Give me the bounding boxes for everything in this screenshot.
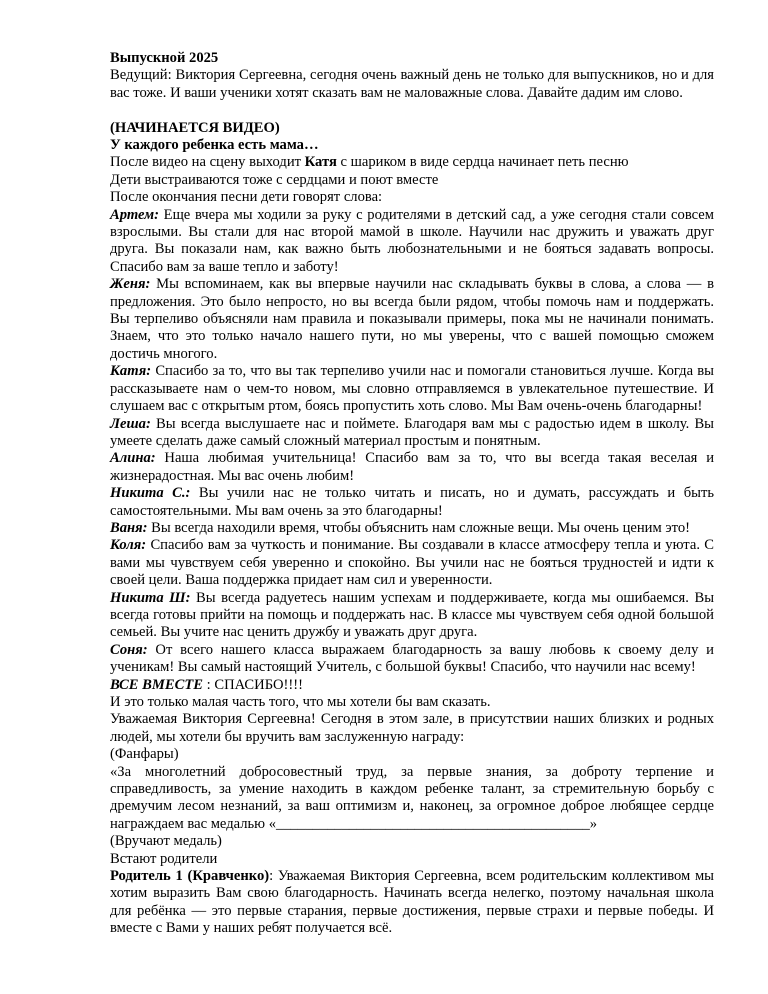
document-page xyxy=(110,50,714,938)
song-heading: У каждого ребенка есть мама… xyxy=(110,137,319,154)
speech-text: Вы учили нас не только читать и писать, но и думать, рассуждать и быть самостоятельными. Мы вам очень за это благодарны! xyxy=(110,485,714,519)
medal-text: «За многолетний добросовестный труд, за первые знания, за доброту терпение и справедливость, за умение находить в каждом ребенке талант, за стремительную борьбу с дремучим лесом незнаний, за ваш оптимизм и, наконец, за огромное доброе любящее сердце награждаем вас медалью «___________________________________________» xyxy=(110,763,714,832)
speech-text: Спасибо за то, что вы так терпеливо учили нас и помогали становиться лучше. Когда вы рассказываете нам о чем-то новом, мы словно отправляемся в увлекательное путешествие. И слушаем вас с открытым ртом, боясь пропустить хоть слово. Мы Вам очень-очень благодарны! xyxy=(110,363,714,415)
speech-nikita-s xyxy=(110,485,714,520)
all-together-label: ВСЕ ВМЕСТЕ xyxy=(110,676,203,693)
speech-zhenya xyxy=(110,276,714,363)
blank-line xyxy=(110,102,714,119)
speech-alina xyxy=(110,450,714,485)
fanfare-line: (Фанфары) xyxy=(110,746,179,763)
speaker-name: Катя: xyxy=(110,363,152,380)
speech-text: Вы всегда радуетесь нашим успехам и поддерживаете, когда мы ошибаемся. Вы всегда готовы прийти на помощь и поддержать нас. В классе мы чувствуем себя одной большой семьей. Вы учите нас ценить дружбу и уважать друг друга. xyxy=(110,589,714,641)
after-video-line xyxy=(110,154,714,171)
speaker-name: Женя: xyxy=(110,276,151,293)
award-intro: Уважаемая Виктория Сергеевна! Сегодня в этом зале, в присутствии наших близких и родных людей, мы хотели бы вручить вам заслуженную награду: xyxy=(110,711,714,745)
speech-text: Вы всегда находили время, чтобы объяснить нам сложные вещи. Мы очень ценим это! xyxy=(147,519,690,536)
speaker-name: Никита С.: xyxy=(110,485,191,502)
speaker-name: Ваня: xyxy=(110,519,148,536)
speech-artem xyxy=(110,207,714,277)
speech-sonya xyxy=(110,642,714,677)
children-line: Дети выстраиваются тоже с сердцами и поют вместе xyxy=(110,171,439,188)
document-title: Выпускной 2025 xyxy=(110,50,219,66)
speaker-name: Никита Ш: xyxy=(110,589,191,606)
speech-text: Наша любимая учительница! Спасибо вам за то, что вы всегда такая веселая и жизнерадостная. Мы вас очень любим! xyxy=(110,450,714,484)
video-heading: (НАЧИНАЕТСЯ ВИДЕО) xyxy=(110,119,280,136)
after-video-pre: После видео на сцену выходит xyxy=(110,154,305,171)
parent1-speech xyxy=(110,868,714,938)
speech-lesha xyxy=(110,416,714,451)
katya-name: Катя xyxy=(304,154,337,171)
speech-nikita-sh xyxy=(110,590,714,642)
speaker-name: Коля: xyxy=(110,537,147,554)
speech-text: От всего нашего класса выражаем благодарность за вашу любовь к своему делу и ученикам! Вы самый настоящий Учитель, с большой буквы! Спасибо, что научили нас всему! xyxy=(110,641,714,676)
speaker-name: Артем: xyxy=(110,206,159,223)
speech-text: Еще вчера мы ходили за руку с родителями в детский сад, а уже сегодня стали совсем взрослыми. Вы стали для нас второй мамой в школе. Научили нас дружить и уважать друг друга. Вы показали нам, как важно быть любознательными и не бояться задавать вопросы. Спасибо вам за ваше тепло и заботу! xyxy=(110,206,714,275)
speech-vanya xyxy=(110,520,714,537)
host-intro: Ведущий: Виктория Сергеевна, сегодня очень важный день не только для выпускников, но и для вас тоже. И ваши ученики хотят сказать вам не маловажные слова. Давайте дадим им слово. xyxy=(110,67,714,101)
all-together-line xyxy=(110,677,714,694)
speech-text: Мы вспоминаем, как вы впервые научили нас складывать буквы в слова, а слова — в предложения. Это было непросто, но вы всегда были рядом, чтобы помочь нам и поддержать. Вы терпеливо объясняли нам правила и показывали примеры, пока мы не начинали понимать. Знаем, что это только начало нашего пути, но мы уверены, что с вашей помощью сможем достичь многого. xyxy=(110,276,714,362)
after-song-line: После окончания песни дети говорят слова: xyxy=(110,189,383,206)
speaker-name: Соня: xyxy=(110,641,148,658)
all-together-text: : СПАСИБО!!!! xyxy=(203,676,303,693)
small-part-line: И это только малая часть того, что мы хотели бы вам сказать. xyxy=(110,694,491,711)
medal-given-line: (Вручают медаль) xyxy=(110,833,222,850)
parent1-name: Родитель 1 (Кравченко) xyxy=(110,868,270,885)
speech-kolya xyxy=(110,537,714,589)
speaker-name: Алина: xyxy=(110,450,156,467)
parent1-text: : Уважаемая Виктория Сергеевна, всем родительским коллективом мы хотим выразить Вам свою благодарность. Начинать всегда нелегко, поэтому начальная школа для ребёнка — это первые старания, первые достижения, первые страхи и первые победы. И вместе с Вами у наших ребят получается всё. xyxy=(110,868,714,937)
speech-katya xyxy=(110,363,714,415)
speech-text: Спасибо вам за чуткость и понимание. Вы создавали в классе атмосферу тепла и уюта. С вами мы чувствуем себя уверенно и спокойно. Вы учили нас не бояться трудностей и идти к своей цели. Ваша поддержка придает нам сил и уверенности. xyxy=(110,537,714,589)
speech-text: Вы всегда выслушаете нас и поймете. Благодаря вам мы с радостью идем в школу. Вы умеете сделать даже самый сложный материал простым и понятным. xyxy=(110,415,714,449)
after-video-post: с шариком в виде сердца начинает петь песню xyxy=(336,154,629,171)
parents-stand-line: Встают родители xyxy=(110,850,218,867)
speaker-name: Леша: xyxy=(110,415,151,432)
